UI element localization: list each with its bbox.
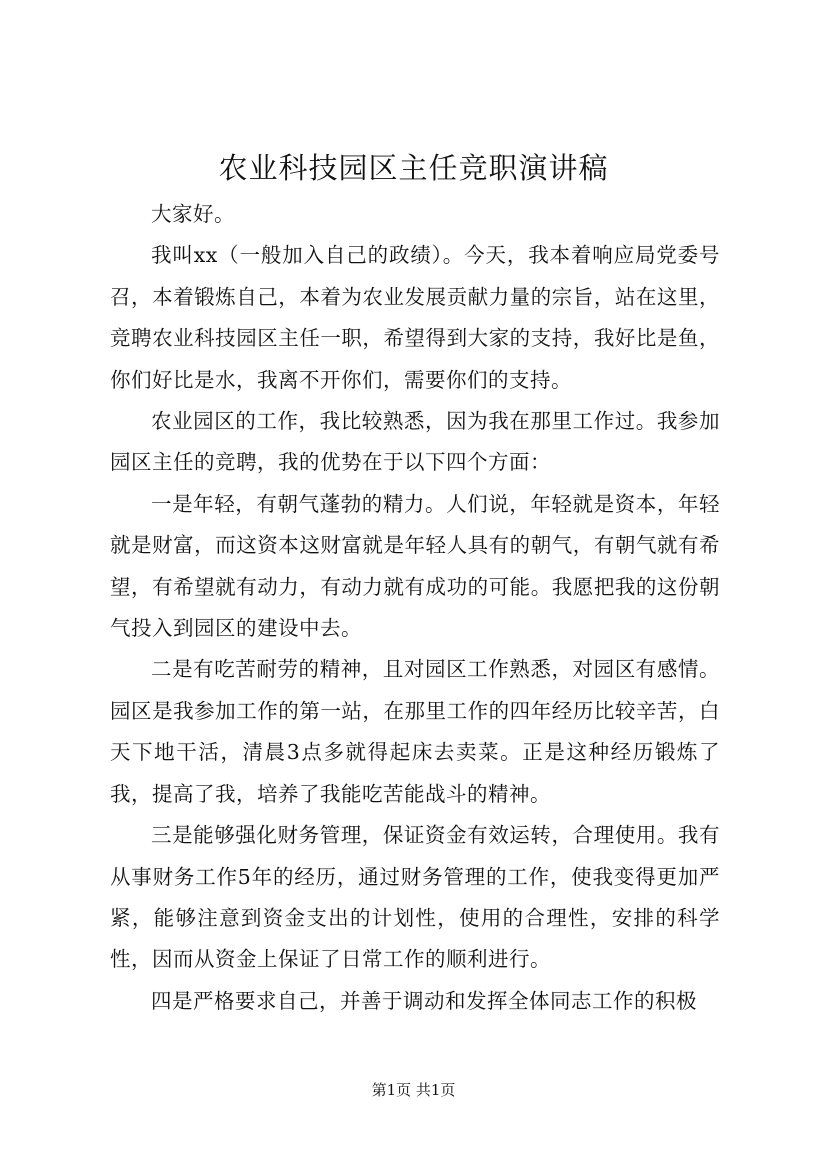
paragraph-advantage-youth: 一是年轻，有朝气蓬勃的精力。人们说，年轻就是资本，年轻就是财富，而这资本这财富就是年轻人具有的朝气，有朝气就有希望，有希望就有动力，有动力就有成功的可能。我愿把我的这份朝气投入到园区的建设中去。	[110, 491, 720, 641]
document-body	[110, 194, 720, 1022]
page-footer: 第1页 共1页	[371, 1081, 456, 1099]
paragraph-advantage-discipline: 四是严格要求自己，并善于调动和发挥全体同志工作的积极	[151, 988, 697, 1013]
paragraph-advantage-finance: 三是能够强化财务管理，保证资金有效运转，合理使用。我有从事财务工作5年的经历，通过财务管理的工作，使我变得更加严紧，能够注意到资金支出的计划性，使用的合理性，安排的科学性，因而从资金上保证了日常工作的顺利进行。	[110, 823, 720, 972]
paragraph-introduction: 我叫xx（一般加入自己的政绩）。今天，我本着响应局党委号召，本着锻炼自己，本着为农业发展贡献力量的宗旨，站在这里，竞聘农业科技园区主任一职，希望得到大家的支持，我好比是鱼，你们好比是水，我离不开你们，需要你们的支持。	[110, 243, 720, 392]
document-title: 农业科技园区主任竞职演讲稿	[218, 151, 609, 185]
paragraph-advantage-hardwork: 二是有吃苦耐劳的精神，且对园区工作熟悉，对园区有感情。园区是我参加工作的第一站，在那里工作的四年经历比较辛苦，白天下地干活，清晨3点多就得起床去卖菜。正是这种经历锻炼了我，提高了我，培养了我能吃苦能战斗的精神。	[110, 657, 720, 806]
paragraph-greeting: 大家好。	[151, 202, 235, 226]
paragraph-advantages-intro: 农业园区的工作，我比较熟悉，因为我在那里工作过。我参加园区主任的竞聘，我的优势在于以下四个方面：	[110, 409, 720, 475]
